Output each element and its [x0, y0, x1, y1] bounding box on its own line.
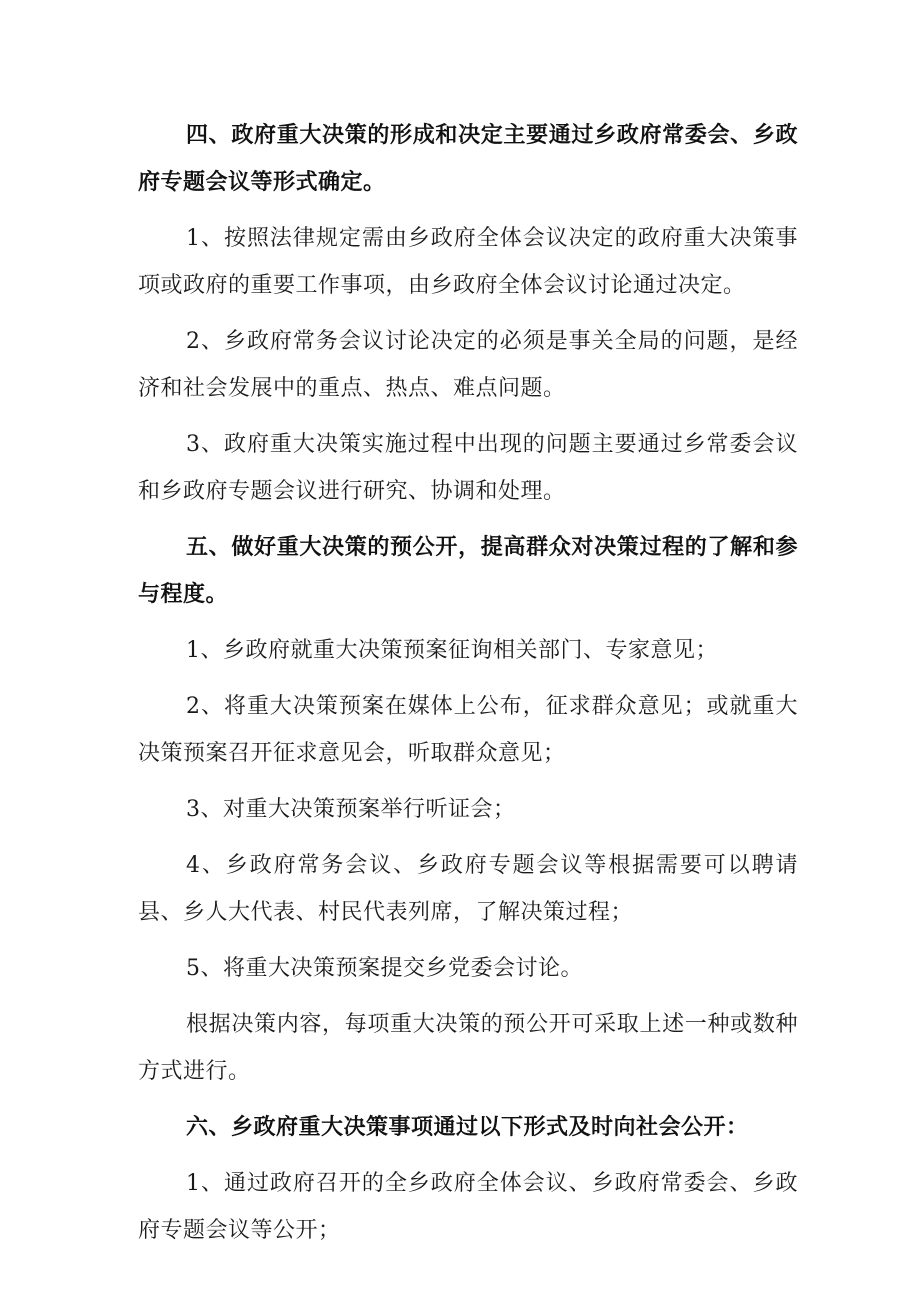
section-5-item-3: 3、对重大决策预案举行听证会； — [186, 797, 516, 822]
section-4-item-3: 3、政府重大决策实施过程中出现的问题主要通过乡常委会议和乡政府专题会议进行研究、协调和处理。 — [138, 432, 798, 504]
section-5-item-1: 1、乡政府就重大决策预案征询相关部门、专家意见； — [186, 638, 718, 663]
section-5-item-4: 4、乡政府常务会议、乡政府专题会议等根据需要可以聘请县、乡人大代表、村民代表列席，了解决策过程； — [138, 853, 798, 925]
section-6-item-1: 1、通过政府召开的全乡政府全体会议、乡政府常委会、乡政府专题会议等公开； — [138, 1171, 798, 1243]
section-4-item-2: 2、乡政府常务会议讨论决定的必须是事关全局的问题，是经济和社会发展中的重点、热点、难点问题。 — [138, 329, 798, 401]
section-heading-4: 四、政府重大决策的形成和决定主要通过乡政府常委会、乡政府专题会议等形式确定。 — [138, 123, 798, 195]
section-5-item-2: 2、将重大决策预案在媒体上公布，征求群众意见；或就重大决策预案召开征求意见会，听取群众意见； — [138, 694, 798, 766]
section-heading-5: 五、做好重大决策的预公开，提高群众对决策过程的了解和参与程度。 — [138, 535, 798, 607]
section-4-item-1: 1、按照法律规定需由乡政府全体会议决定的政府重大决策事项或政府的重要工作事项，由乡政府全体会议讨论通过决定。 — [138, 226, 798, 298]
section-5-summary: 根据决策内容，每项重大决策的预公开可采取上述一种或数种方式进行。 — [138, 1012, 798, 1084]
section-5-item-5: 5、将重大决策预案提交乡党委会讨论。 — [186, 956, 583, 981]
document-body — [138, 112, 798, 1263]
section-heading-6: 六、乡政府重大决策事项通过以下形式及时向社会公开： — [186, 1115, 749, 1140]
